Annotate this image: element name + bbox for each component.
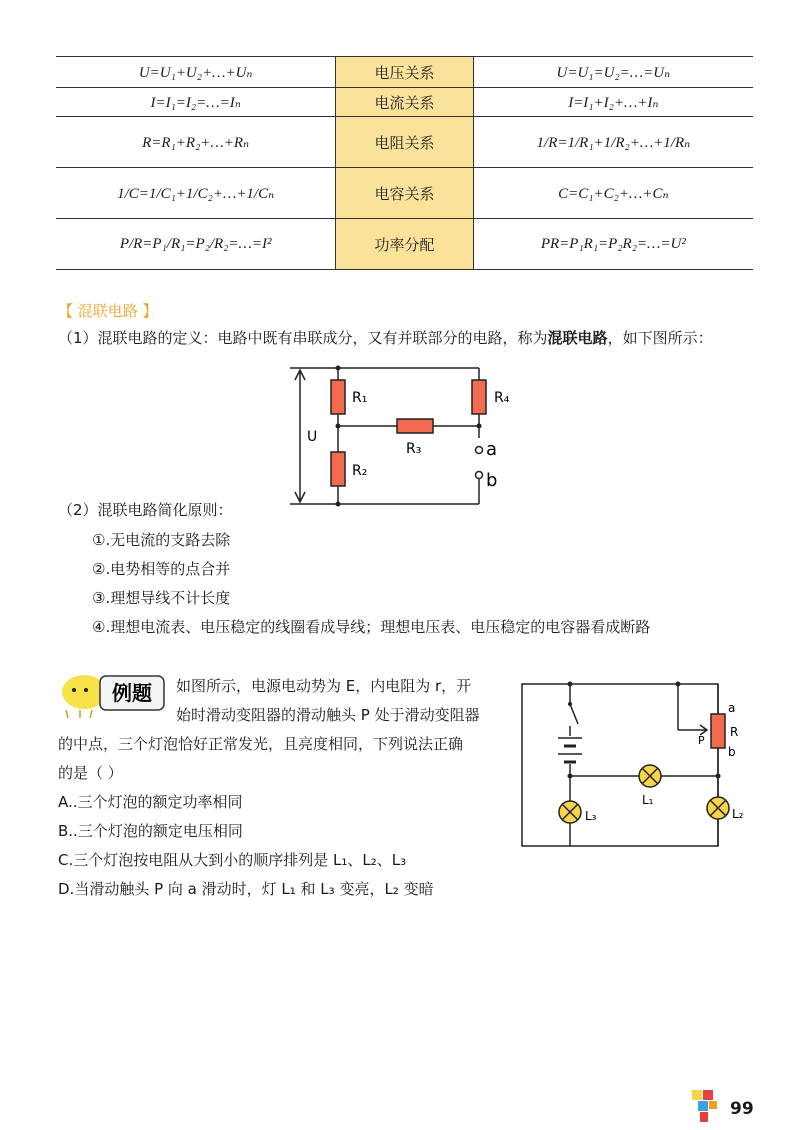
example-line: 始时滑动变阻器的滑动触头 P 处于滑动变阻器 — [176, 706, 480, 724]
resistor-r4 — [472, 380, 486, 414]
option-d: D.当滑动触头 P 向 a 滑动时，灯 L₁ 和 L₃ 变亮，L₂ 变暗 — [58, 880, 434, 898]
parallel-resistance: 1/R=1/R₁+1/R₂+…+1/Rₙ — [473, 117, 753, 168]
label-r4: R₄ — [494, 390, 510, 406]
publisher-logo-icon — [690, 1088, 720, 1124]
row-label: 电容关系 — [336, 168, 473, 219]
resistor-r3 — [397, 419, 433, 433]
series-power: P/R=P₁/R₁=P₂/R₂=…=I² — [56, 219, 336, 270]
series-current: I=I₁=I₂=…=Iₙ — [56, 88, 336, 117]
label-r3: R₃ — [406, 441, 422, 457]
definition-suffix: ，如下图所示： — [607, 329, 713, 347]
rule-item: ③.理想导线不计长度 — [92, 589, 231, 607]
table-row — [56, 117, 753, 168]
terminal-a — [476, 447, 483, 454]
label-r1: R₁ — [352, 390, 368, 406]
definition-paragraph — [58, 328, 713, 348]
rule-item: ①.无电流的支路去除 — [92, 531, 231, 549]
label-p: P — [698, 734, 705, 747]
label-r: R — [730, 725, 739, 739]
rule-item: ④.理想电流表、电压稳定的线圈看成导线；理想电压表、电压稳定的电容器看成断路 — [92, 618, 651, 636]
section-tag: 【 混联电路 】 — [58, 302, 158, 320]
series-capacitance: 1/C=1/C₁+1/C₂+…+1/Cₙ — [56, 168, 336, 219]
row-label: 功率分配 — [336, 219, 473, 270]
lamp-l2 — [707, 797, 729, 819]
relation-table — [56, 56, 753, 270]
lamp-l3 — [559, 801, 581, 823]
definition-prefix: （1）混联电路的定义：电路中既有串联成分，又有并联部分的电路，称为 — [58, 329, 548, 347]
simplify-title: （2）混联电路简化原则： — [58, 501, 233, 519]
series-voltage: U=U₁+U₂+…+Uₙ — [56, 57, 336, 88]
example-line: 如图所示，电源电动势为 E，内电阻为 r，开 — [176, 677, 472, 695]
rule-item: ②.电势相等的点合并 — [92, 560, 231, 578]
label-r2: R₂ — [352, 463, 368, 479]
mixed-circuit-diagram — [282, 360, 512, 510]
row-label: 电压关系 — [336, 57, 473, 88]
resistor-r2 — [331, 452, 345, 486]
parallel-power: PR=P₁R₁=P₂R₂=…=U² — [473, 219, 753, 270]
label-a: a — [728, 701, 736, 715]
label-a: a — [486, 439, 498, 460]
resistor-r1 — [331, 380, 345, 414]
parallel-capacitance: C=C₁+C₂+…+Cₙ — [473, 168, 753, 219]
label-b: b — [486, 470, 498, 491]
table-row — [56, 168, 753, 219]
row-label: 电流关系 — [336, 88, 473, 117]
series-resistance: R=R₁+R₂+…+Rₙ — [56, 117, 336, 168]
label-l3: L₃ — [585, 809, 597, 823]
example-line: 的中点，三个灯泡恰好正常发光，且亮度相同，下列说法正确 — [58, 735, 464, 753]
example-line: 的是（ ） — [58, 764, 123, 782]
circuit-wires — [522, 684, 718, 846]
label-l1: L₁ — [642, 793, 654, 807]
table-row — [56, 57, 753, 88]
label-u: U — [307, 429, 318, 445]
page-number: 99 — [730, 1099, 754, 1119]
row-label: 电阻关系 — [336, 117, 473, 168]
example-badge-label: 例题 — [112, 681, 152, 705]
parallel-current: I=I₁+I₂+…+Iₙ — [473, 88, 753, 117]
lamp-circuit-diagram — [518, 676, 758, 852]
option-a: A..三个灯泡的额定功率相同 — [58, 793, 243, 811]
label-l2: L₂ — [732, 807, 744, 821]
parallel-voltage: U=U₁=U₂=…=Uₙ — [473, 57, 753, 88]
table-row — [56, 88, 753, 117]
label-b: b — [728, 745, 736, 759]
option-b: B..三个灯泡的额定电压相同 — [58, 822, 243, 840]
definition-term: 混联电路 — [547, 329, 608, 347]
option-c: C.三个灯泡按电阻从大到小的顺序排列是 L₁、L₂、L₃ — [58, 851, 407, 869]
example-badge — [58, 672, 168, 720]
circuit-wires — [290, 368, 479, 504]
terminal-b — [476, 472, 483, 479]
table-row — [56, 219, 753, 270]
rheostat-r — [711, 714, 725, 748]
lamp-l1 — [639, 765, 661, 787]
